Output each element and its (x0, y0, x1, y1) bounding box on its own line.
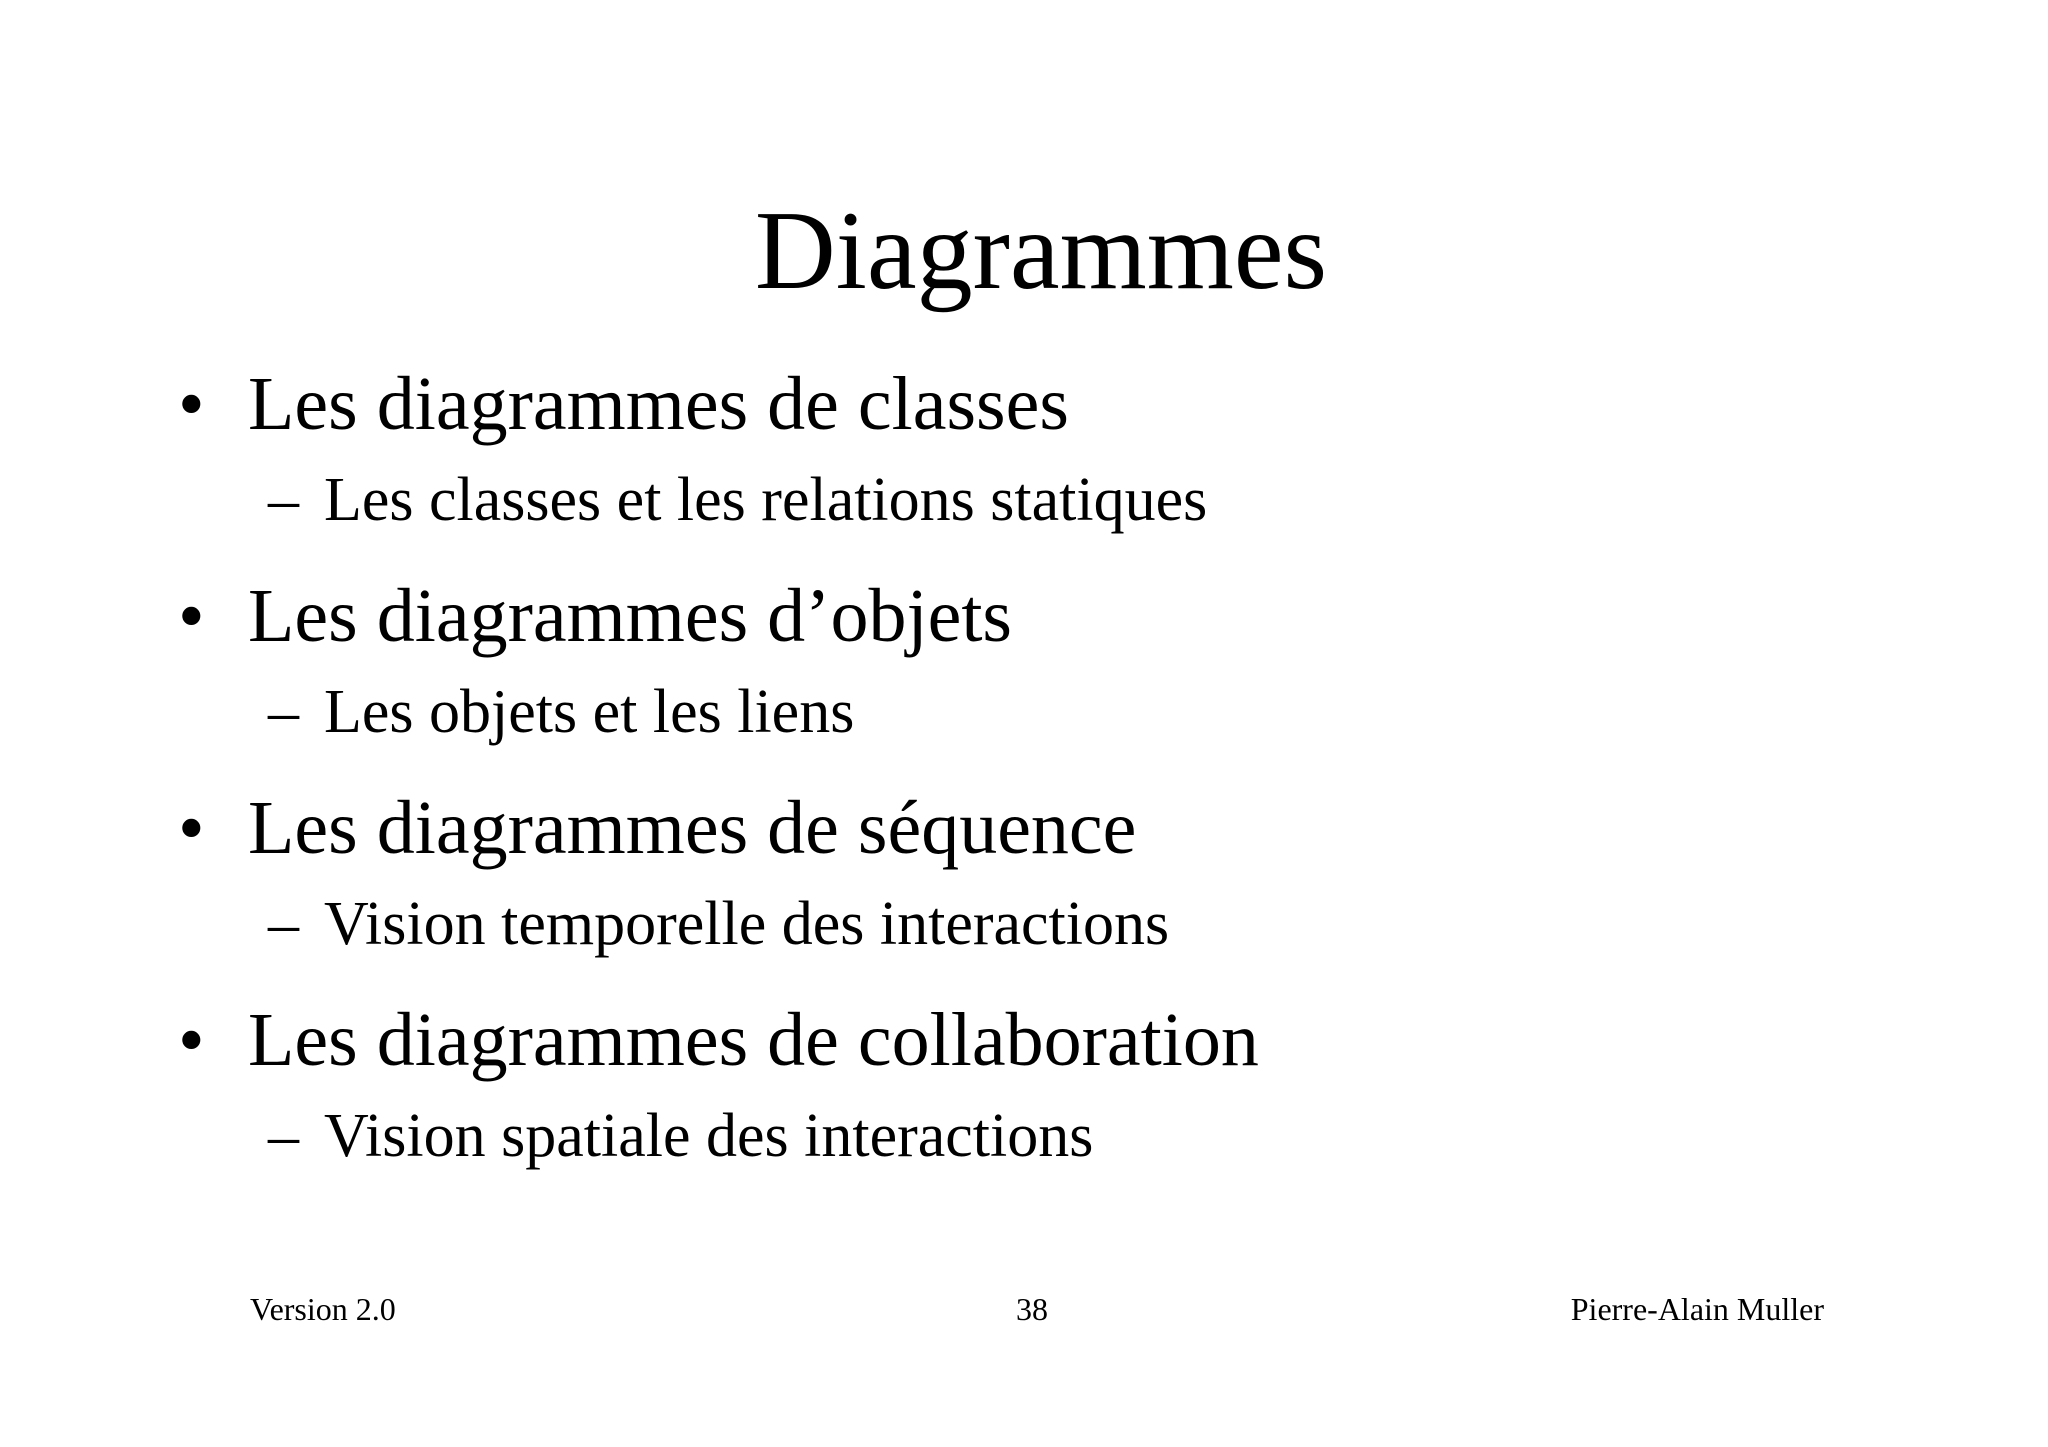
bullet-icon: • (178, 362, 205, 446)
list-item (0, 784, 2048, 996)
dash-icon: – (268, 678, 299, 746)
footer-author: Pierre-Alain Muller (1570, 1291, 1824, 1327)
bullet-text: Les diagrammes de séquence (248, 786, 1137, 870)
bullet-text: Les diagrammes d’objets (248, 574, 1013, 658)
sub-bullet-text: Les classes et les relations statiques (324, 466, 1208, 534)
sub-bullet-line (268, 1100, 1093, 1172)
dash-icon: – (268, 890, 299, 958)
bullet-line (178, 996, 1259, 1084)
bullet-text: Les diagrammes de collaboration (248, 998, 1259, 1082)
sub-bullet-text: Les objets et les liens (324, 678, 855, 746)
list-item (0, 996, 2048, 1208)
list-item (0, 572, 2048, 784)
sub-bullet-text: Vision spatiale des interactions (324, 1102, 1094, 1170)
bullet-line (178, 784, 1136, 872)
sub-bullet-line (268, 888, 1169, 960)
footer-version: Version 2.0 (250, 1291, 396, 1327)
bullet-line (178, 360, 1069, 448)
bullet-list (0, 360, 2048, 1208)
dash-icon: – (268, 1102, 299, 1170)
bullet-text: Les diagrammes de classes (248, 362, 1069, 446)
bullet-icon: • (178, 786, 205, 870)
bullet-line (178, 572, 1012, 660)
bullet-icon: • (178, 574, 205, 658)
sub-bullet-line (268, 676, 854, 748)
dash-icon: – (268, 466, 299, 534)
sub-bullet-text: Vision temporelle des interactions (324, 890, 1170, 958)
slide-title: Diagrammes (754, 189, 1328, 313)
bullet-icon: • (178, 998, 205, 1082)
page-number: 38 (1016, 1291, 1048, 1327)
sub-bullet-line (268, 464, 1207, 536)
list-item (0, 360, 2048, 572)
